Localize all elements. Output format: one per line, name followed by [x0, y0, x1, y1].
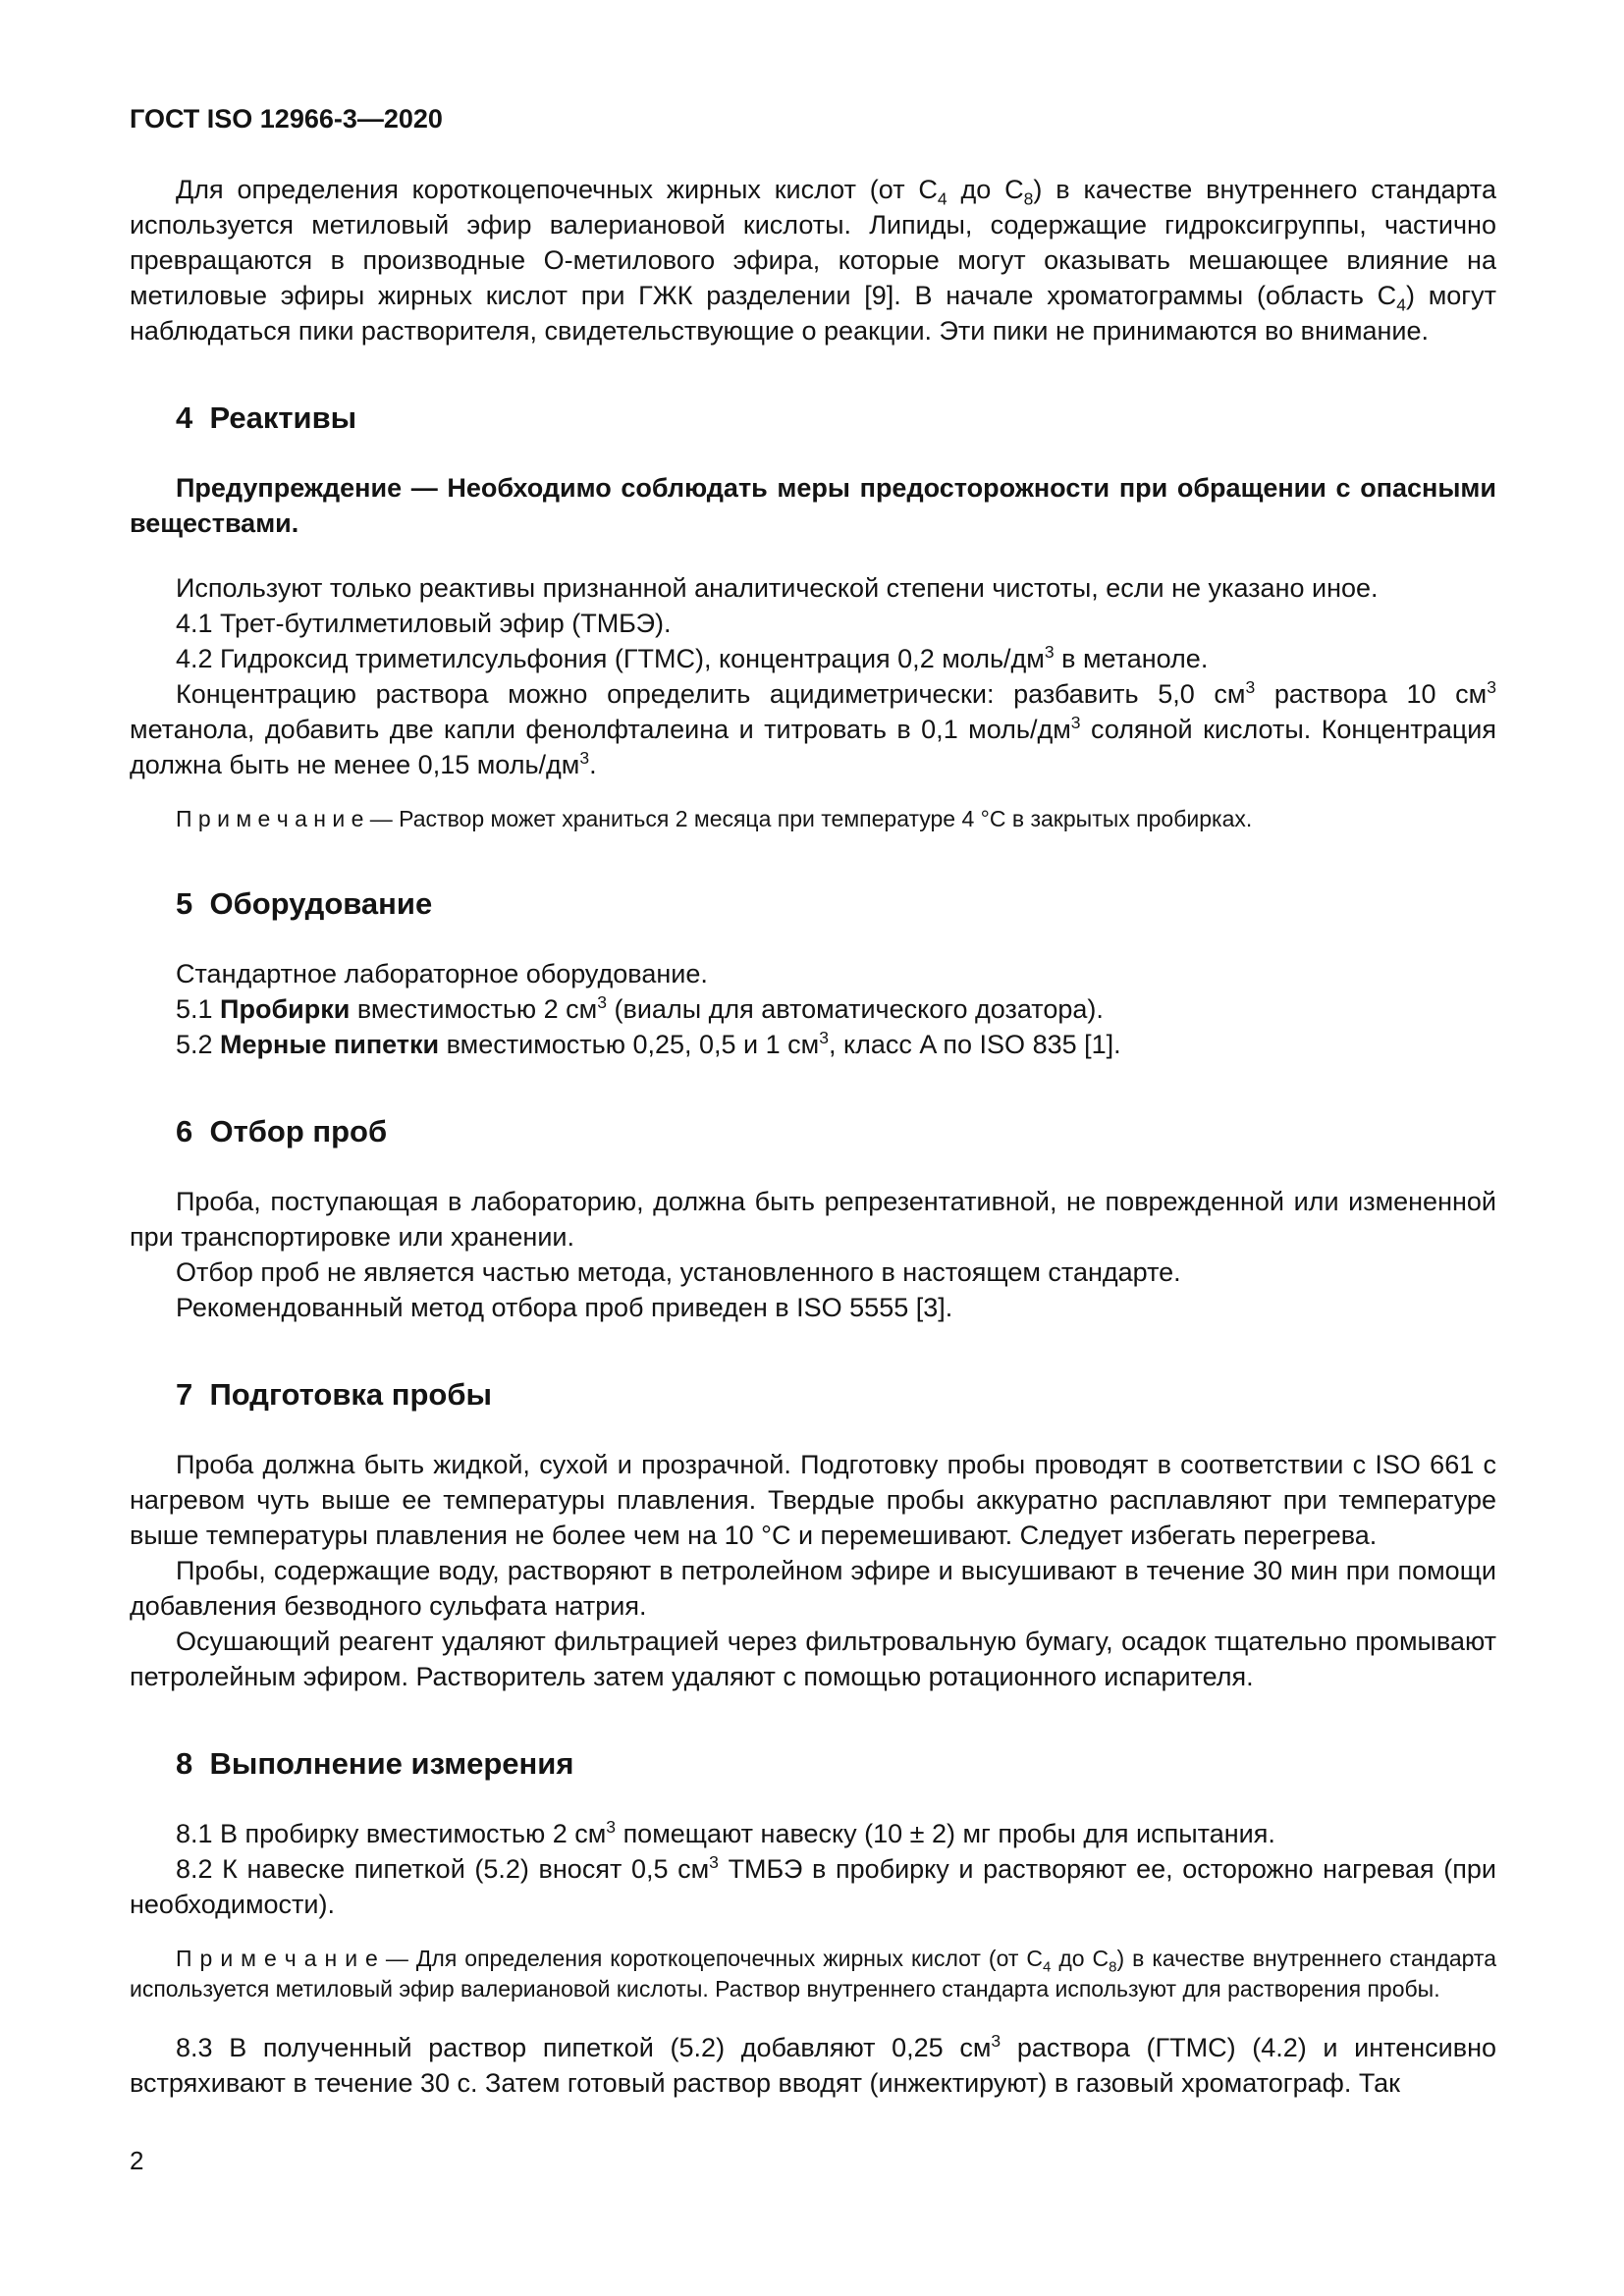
paragraph: Проба должна быть жидкой, сухой и прозрачной. Подготовку пробы проводят в соответствии с ISO 661 с нагревом чуть выше ее температуры плавления. Твердые пробы аккуратно расплавляют при температуре выше температуры плавления не более чем на 10 °C и перемешивают. Следует избегать перегрева.: [130, 1450, 1496, 1550]
page-number: 2: [130, 2146, 144, 2175]
paragraph: Концентрацию раствора можно определить ацидиметрически: разбавить 5,0 $см^3$ раствора 10 $см^3$ метанола, добавить две капли фенолфталеина и титровать в 0,1 моль/$дм^3$ соляной кислоты. Концентрация должна быть не менее 0,15 моль/$дм^3$.: [130, 677, 1497, 779]
paragraph: Для определения короткоцепочечных жирных кислот (от $C_4$ до $C_8$) в качестве внутреннего стандарта используется метиловый эфир валериановой кислоты. Липиды, содержащие гидроксигруппы, частично превращаются в производные О-метилового эфира, которые могут оказывать мешающее влияние на метиловые эфиры жирных кислот при ГЖК разделении [9]. В начале хроматограммы (область $C_4$) могут наблюдаться пики растворителя, свидетельствующие о реакции. Эти пики не принимаются во внимание.: [130, 175, 1496, 346]
paragraph: Пробы, содержащие воду, растворяют в петролейном эфире и высушивают в течение 30 мин при помощи добавления безводного сульфата натрия.: [130, 1556, 1496, 1621]
paragraph: 8.3 В полученный раствор пипеткой (5.2) добавляют 0,25 $см^3$ раствора (ГТМС) (4.2) и интенсивно встряхивают в течение 30 с. Затем готовый раствор вводят (инжектируют) в газовый хроматограф. Так: [130, 2031, 1497, 2098]
paragraph: Рекомендованный метод отбора проб приведен в ISO 5555 [3].: [176, 1293, 953, 1322]
section-heading: 6 Отбор проб: [176, 1114, 388, 1148]
paragraph: 8.2 К навеске пипеткой (5.2) вносят 0,5 $см^3$ ТМБЭ в пробирку и растворяют ее, осторожно нагревая (при необходимости).: [130, 1852, 1496, 1919]
note-paragraph: П р и м е ч а н и е — Раствор может храниться 2 месяца при температуре 4 °C в закрытых пробирках.: [176, 806, 1253, 831]
paragraph: Используют только реактивы признанной аналитической степени чистоты, если не указано иное.: [176, 573, 1379, 603]
section-heading: 4 Реактивы: [176, 400, 357, 435]
warning-paragraph: Предупреждение — Необходимо соблюдать меры предосторожности при обращении с опасными веществами.: [130, 473, 1496, 538]
paragraph: 5.2 Мерные пипетки вместимостью 0,25, 0,5 и 1 $см^3$, класс A по ISO 835 [1].: [176, 1028, 1121, 1059]
paragraph: 8.1 В пробирку вместимостью 2 $см^3$ помещают навеску (10 ± 2) мг пробы для испытания.: [176, 1817, 1275, 1848]
paragraph: 4.2 Гидроксид триметилсульфония (ГТМС), концентрация 0,2 моль/$дм^3$ в метаноле.: [176, 642, 1209, 673]
note-paragraph: П р и м е ч а н и е — Для определения короткоцепочечных жирных кислот (от $C_4$ до $C_8$) в качестве внутреннего стандарта используется метиловый эфир валериановой кислоты. Раствор внутреннего стандарта используют для растворения пробы.: [130, 1946, 1497, 2002]
document-header: ГОСТ ISO 12966-3—2020: [130, 104, 443, 133]
paragraph: Осушающий реагент удаляют фильтрацией через фильтровальную бумагу, осадок тщательно промывают петролейным эфиром. Растворитель затем удаляют с помощью ротационного испарителя.: [130, 1627, 1496, 1691]
paragraph: Проба, поступающая в лабораторию, должна быть репрезентативной, не поврежденной или измененной при транспортировке или хранении.: [130, 1187, 1496, 1252]
paragraph: 5.1 Пробирки вместимостью 2 $см^3$ (виалы для автоматического дозатора).: [176, 992, 1104, 1024]
section-heading: 5 Оборудование: [176, 886, 433, 921]
paragraph: 4.1 Трет-бутилметиловый эфир (ТМБЭ).: [176, 609, 672, 638]
paragraph: Отбор проб не является частью метода, установленного в настоящем стандарте.: [176, 1257, 1181, 1287]
document-content: [130, 104, 1496, 2101]
section-heading: 8 Выполнение измерения: [176, 1746, 574, 1781]
document-body: [130, 172, 1496, 2101]
paragraph: Стандартное лабораторное оборудование.: [176, 959, 708, 988]
section-heading: 7 Подготовка пробы: [176, 1377, 492, 1412]
